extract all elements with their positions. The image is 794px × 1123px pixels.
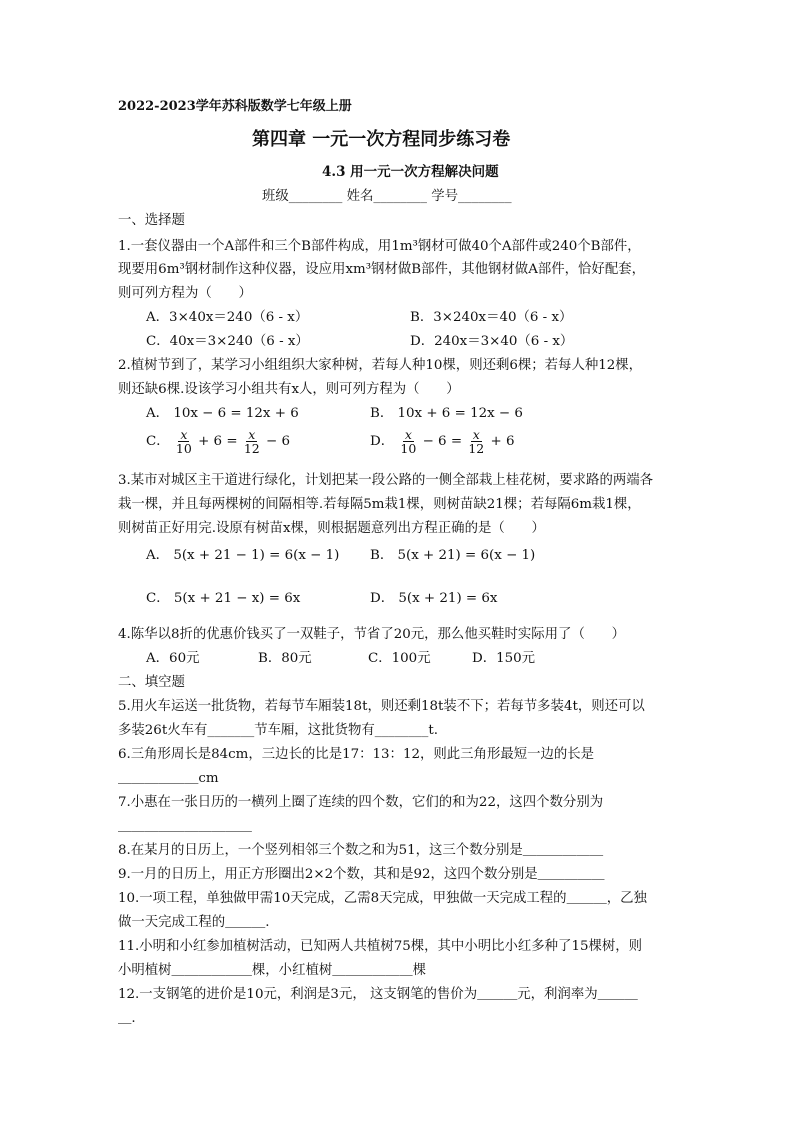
q4-option-d: D．150元 <box>472 651 536 666</box>
q3-option-c: C． 5(x + 21 − x) = 6x <box>146 591 301 606</box>
student-info-line: 班级________ 姓名________ 学号________ <box>262 189 512 204</box>
fraction: $\frac{x}{10}$ <box>400 427 417 457</box>
q2-option-c: C． $\frac{x}{10}$ + 6 = $\frac{x}{12}$ − 6 <box>146 427 290 457</box>
q3-option-b: B． 5(x + 21) = 6(x − 1) <box>370 548 536 563</box>
q3-line-3: 则树苗正好用完.设原有树苗x棵，则根据题意列出方程正确的是（ ） <box>118 521 545 536</box>
q4-line-1: 4.陈华以8折的优惠价钱买了一双鞋子，节省了20元，那么他买鞋时实际用了（ ） <box>118 627 626 642</box>
q1-line-3: 则可列方程为（ ） <box>118 286 252 301</box>
q2-line-1: 2.植树节到了，某学习小组组织大家种树，若每人种10棵，则还剩6棵；若每人种12棵， <box>118 358 643 373</box>
q12-line-1: 12.一支钢笔的进价是10元，利润是3元， 这支钢笔的售价为＿＿＿元，利润率为＿＿＿ <box>118 987 638 1002</box>
q1-option-d: D．240x＝3×40（6 - x） <box>410 334 574 349</box>
q3-option-a: A． 5(x + 21 − 1) = 6(x − 1) <box>146 548 340 563</box>
q3-line-2: 栽一棵，并且每两棵树的间隔相等.若每隔5m栽1棵，则树苗缺21棵；若每隔6m栽1棵， <box>118 497 641 512</box>
q2-option-a: A． 10x − 6 = 12x + 6 <box>146 406 299 421</box>
q2-option-b: B． 10x + 6 = 12x − 6 <box>370 406 523 421</box>
q2-line-2: 则还缺6棵.设该学习小组共有x人，则可列方程为（ ） <box>118 382 460 397</box>
q11-line-1: 11.小明和小红参加植树活动，已知两人共植树75棵，其中小明比小红多种了15棵树，则 <box>118 939 643 954</box>
page-subtitle: 4.3 用一元一次方程解决问题 <box>322 164 499 180</box>
q10-line-2: 做一天完成工程的＿＿＿. <box>118 915 270 930</box>
fraction: $\frac{x}{10}$ <box>175 427 192 457</box>
q7-line-2: ＿＿＿＿＿＿＿＿＿＿ <box>118 819 252 834</box>
fraction: $\frac{x}{12}$ <box>468 427 485 457</box>
q1-line-2: 现要用6m³钢材制作这种仪器，设应用xm³钢材做B部件，其他钢材做A部件，恰好配套， <box>118 262 645 277</box>
q7-line-1: 7.小惠在一张日历的一横列上圈了连续的四个数，它们的和为22，这四个数分别为 <box>118 795 604 810</box>
section-heading-choice: 一、选择题 <box>118 213 185 228</box>
q3-option-d: D． 5(x + 21) = 6x <box>370 591 498 606</box>
q3-line-1: 3.某市对城区主干道进行绿化，计划把某一段公路的一侧全部栽上桂花树，要求路的两端各 <box>118 473 654 488</box>
q1-option-c: C．40x＝3×240（6 - x） <box>146 334 309 349</box>
section-heading-fill: 二、填空题 <box>118 675 185 690</box>
q1-line-1: 1.一套仪器由一个A部件和三个B部件构成，用1m³钢材可做40个A部件或240个B部件， <box>118 239 641 254</box>
q1-option-a: A．3×40x＝240（6 - x） <box>146 310 309 325</box>
header-top: 2022-2023学年苏科版数学七年级上册 <box>118 99 352 114</box>
q11-line-2: 小明植树＿＿＿＿＿＿棵，小红植树＿＿＿＿＿＿棵 <box>118 963 426 978</box>
q9-line-1: 9.一月的日历上，用正方形圈出2×2个数，其和是92，这四个数分别是＿＿＿＿＿ <box>118 867 605 882</box>
q4-option-c: C．100元 <box>368 651 431 666</box>
q5-line-1: 5.用火车运送一批货物，若每节车厢装18t，则还剩18t装不下；若每节多装4t，则还可以 <box>118 699 645 714</box>
q6-line-2: ＿＿＿＿＿＿cm <box>118 771 219 786</box>
q4-option-b: B．80元 <box>258 651 312 666</box>
q5-line-2: 多装26t火车有_______节车厢，这批货物有________t. <box>118 723 438 738</box>
q8-line-1: 8.在某月的日历上，一个竖列相邻三个数之和为51，这三个数分别是＿＿＿＿＿＿ <box>118 843 604 858</box>
q6-line-1: 6.三角形周长是84cm，三边长的比是17：13：12，则此三角形最短一边的长是 <box>118 747 595 762</box>
q12-line-2: ＿. <box>118 1011 136 1026</box>
fraction: $\frac{x}{12}$ <box>243 427 260 457</box>
q2-option-d: D． $\frac{x}{10}$ − 6 = $\frac{x}{12}$ + 6 <box>370 427 515 457</box>
q4-option-a: A．60元 <box>146 651 200 666</box>
page-title: 第四章 一元一次方程同步练习卷 <box>252 129 511 150</box>
q1-option-b: B．3×240x＝40（6 - x） <box>410 310 573 325</box>
q10-line-1: 10.一项工程，单独做甲需10天完成，乙需8天完成，甲独做一天完成工程的＿＿＿，乙独 <box>118 891 647 906</box>
